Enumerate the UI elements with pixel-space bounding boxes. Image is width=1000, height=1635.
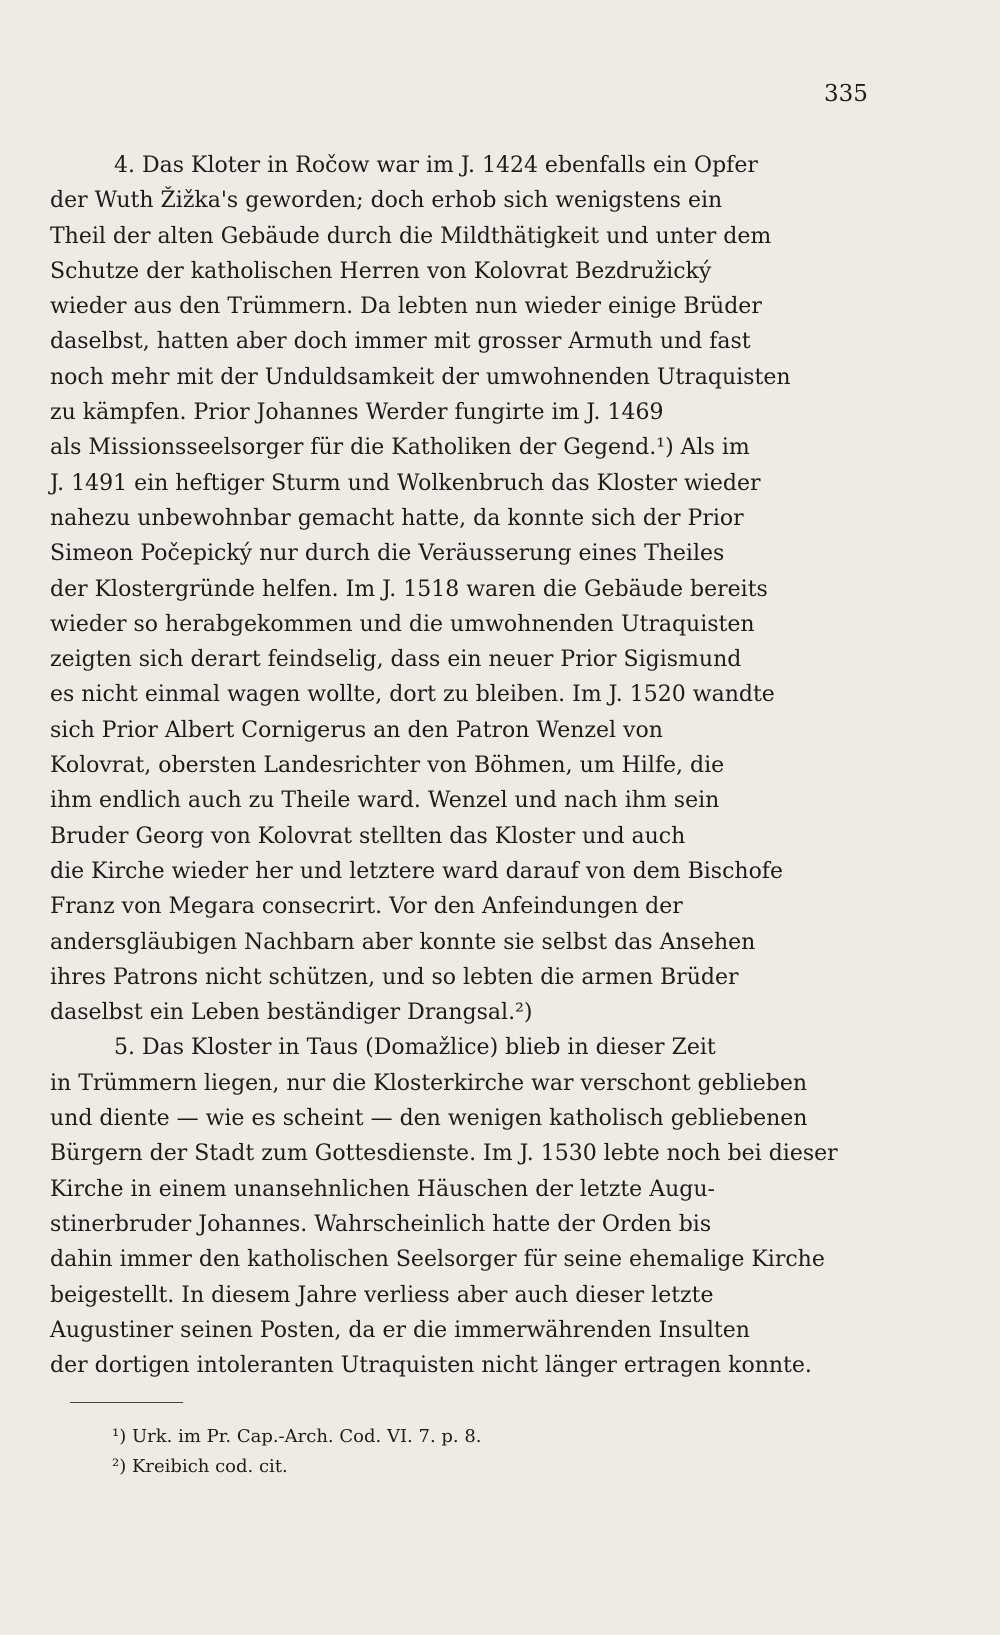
footnote-divider [70, 1402, 183, 1403]
text-line: andersgläubigen Nachbarn aber konnte sie selbst das Ansehen [50, 929, 756, 955]
text-line: dahin immer den katholischen Seelsorger für seine ehemalige Kirche [50, 1247, 825, 1273]
text-line: nahezu unbewohnbar gemacht hatte, da konnte sich der Prior [50, 505, 744, 531]
text-line: daselbst ein Leben beständiger Drangsal.²) [50, 1000, 533, 1026]
text-line: Kirche in einem unansehnlichen Häuschen der letzte Augu- [50, 1176, 715, 1202]
text-line: und diente — wie es scheint — den wenigen katholisch gebliebenen [50, 1106, 808, 1132]
footnote: ²) Kreibich cod. cit. [112, 1456, 288, 1477]
text-line: der dortigen intoleranten Utraquisten nicht länger ertragen konnte. [50, 1353, 812, 1379]
text-line: wieder aus den Trümmern. Da lebten nun wieder einige Brüder [50, 294, 762, 320]
text-line: sich Prior Albert Cornigerus an den Patron Wenzel von [50, 717, 663, 743]
footnote: ¹) Urk. im Pr. Cap.-Arch. Cod. VI. 7. p. 8. [112, 1426, 482, 1447]
text-line: J. 1491 ein heftiger Sturm und Wolkenbruch das Kloster wieder [50, 470, 761, 496]
text-line: Theil der alten Gebäude durch die Mildthätigkeit und unter dem [50, 223, 772, 249]
text-line: der Wuth Žižka's geworden; doch erhob sich wenigstens ein [50, 188, 723, 214]
text-line: in Trümmern liegen, nur die Klosterkirche war verschont geblieben [50, 1070, 808, 1096]
text-line: 5. Das Kloster in Taus (Domažlice) blieb in dieser Zeit [114, 1035, 716, 1061]
text-line: daselbst, hatten aber doch immer mit grosser Armuth und fast [50, 329, 751, 355]
text-line: wieder so herabgekommen und die umwohnenden Utraquisten [50, 611, 755, 637]
text-line: noch mehr mit der Unduldsamkeit der umwohnenden Utraquisten [50, 364, 791, 390]
footnotes [112, 1422, 482, 1482]
text-line: zeigten sich derart feindselig, dass ein neuer Prior Sigismund [50, 647, 742, 673]
text-line: beigestellt. In diesem Jahre verliess aber auch dieser letzte [50, 1282, 714, 1308]
text-line: die Kirche wieder her und letztere ward darauf von dem Bischofe [50, 858, 783, 884]
text-line: Franz von Megara consecrirt. Vor den Anfeindungen der [50, 894, 683, 920]
text-line: zu kämpfen. Prior Johannes Werder fungirte im J. 1469 [50, 400, 664, 426]
text-line: Bruder Georg von Kolovrat stellten das Kloster und auch [50, 823, 686, 849]
text-line: als Missionsseelsorger für die Katholiken der Gegend.¹) Als im [50, 435, 750, 461]
text-line: Augustiner seinen Posten, da er die immerwährenden Insulten [50, 1317, 750, 1343]
text-line: der Klostergründe helfen. Im J. 1518 waren die Gebäude bereits [50, 576, 768, 602]
text-line: es nicht einmal wagen wollte, dort zu bleiben. Im J. 1520 wandte [50, 682, 775, 708]
text-line: ihm endlich auch zu Theile ward. Wenzel und nach ihm sein [50, 788, 720, 814]
page-number: 335 [824, 81, 868, 107]
text-line: Bürgern der Stadt zum Gottesdienste. Im J. 1530 lebte noch bei dieser [50, 1141, 838, 1167]
text-line: Schutze der katholischen Herren von Kolovrat Bezdružický [50, 258, 712, 284]
text-line: Kolovrat, obersten Landesrichter von Böhmen, um Hilfe, die [50, 753, 725, 779]
text-line: 4. Das Kloter in Ročow war im J. 1424 ebenfalls ein Opfer [114, 153, 758, 178]
text-line: ihres Patrons nicht schützen, und so lebten die armen Brüder [50, 964, 739, 990]
text-line: Simeon Počepický nur durch die Veräusserung eines Theiles [50, 541, 725, 567]
body-text [50, 148, 874, 1383]
text-line: stinerbruder Johannes. Wahrscheinlich hatte der Orden bis [50, 1211, 712, 1237]
